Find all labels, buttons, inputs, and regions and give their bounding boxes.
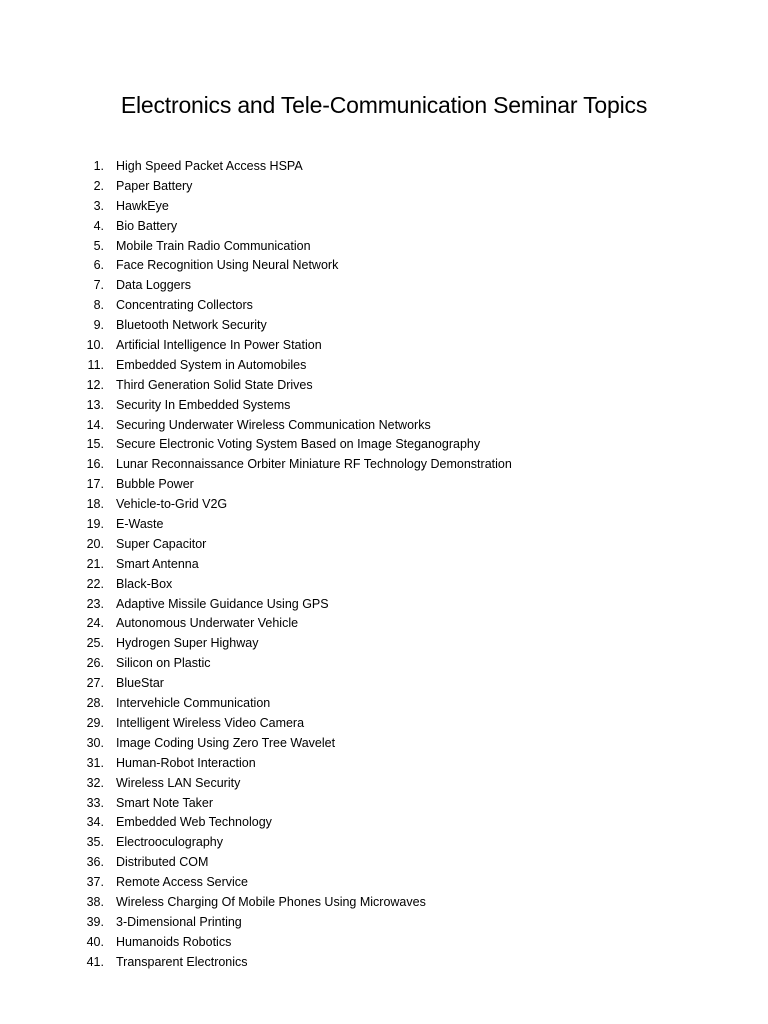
list-item-number: 41. xyxy=(86,954,104,969)
list-item-number: 9. xyxy=(93,318,104,333)
list-item-text: Secure Electronic Voting System Based on Image Steganography xyxy=(116,437,481,452)
list-item-number: 12. xyxy=(86,377,104,392)
list-item-number: 36. xyxy=(86,855,104,870)
list-item-text: Silicon on Plastic xyxy=(116,656,211,671)
list-item-number: 23. xyxy=(86,596,104,611)
list-item-text: Black-Box xyxy=(116,576,173,591)
list-item-text: Data Loggers xyxy=(116,278,192,293)
list-item-text: High Speed Packet Access HSPA xyxy=(116,159,303,173)
list-item-number: 38. xyxy=(86,894,104,909)
list-item-number: 34. xyxy=(86,815,104,830)
list-item-text: Bubble Power xyxy=(116,477,194,492)
list-item-number: 10. xyxy=(86,338,104,353)
list-item-text: Wireless Charging Of Mobile Phones Using Microwaves xyxy=(116,894,426,909)
list-item-text: Face Recognition Using Neural Network xyxy=(116,258,339,273)
list-item-number: 29. xyxy=(86,715,104,730)
list-item-number: 18. xyxy=(86,497,104,512)
list-item-number: 40. xyxy=(86,934,104,949)
list-item-number: 8. xyxy=(93,298,104,313)
list-item-number: 22. xyxy=(86,576,104,591)
list-item-text: HawkEye xyxy=(116,198,169,213)
list-item-number: 39. xyxy=(86,914,104,929)
list-item-number: 32. xyxy=(86,775,104,790)
list-item-number: 14. xyxy=(86,417,104,432)
list-item-number: 25. xyxy=(86,636,104,651)
list-item-text: Embedded System in Automobiles xyxy=(116,357,307,372)
list-item-text: Remote Access Service xyxy=(116,875,248,890)
list-item-text: Vehicle-to-Grid V2G xyxy=(116,497,228,512)
list-item-text: Artificial Intelligence In Power Station xyxy=(116,338,322,353)
list-item-number: 15. xyxy=(86,437,104,452)
list-item-number: 1. xyxy=(93,159,104,173)
list-item-text: Super Capacitor xyxy=(116,536,207,551)
list-item-text: Distributed COM xyxy=(116,855,209,870)
list-item-number: 35. xyxy=(86,835,104,850)
list-item-number: 5. xyxy=(93,238,104,253)
list-item-number: 6. xyxy=(93,258,104,273)
list-item-text: Bluetooth Network Security xyxy=(116,318,267,333)
list-item-text: Intervehicle Communication xyxy=(116,696,271,711)
list-item-text: Humanoids Robotics xyxy=(116,934,232,949)
list-item-text: Electrooculography xyxy=(116,835,224,850)
page-title: Electronics and Tele-Communication Seminar Topics xyxy=(120,92,648,118)
list-item-number: 16. xyxy=(86,457,104,472)
list-item-number: 33. xyxy=(86,795,104,810)
list-item-text: Human-Robot Interaction xyxy=(116,755,256,770)
list-item-text: Securing Underwater Wireless Communication Networks xyxy=(116,417,431,432)
list-item-text: Image Coding Using Zero Tree Wavelet xyxy=(116,735,336,750)
list-item-number: 7. xyxy=(93,278,104,293)
list-item-text: Wireless LAN Security xyxy=(116,775,241,790)
list-item-text: Adaptive Missile Guidance Using GPS xyxy=(116,596,329,611)
list-item-number: 28. xyxy=(86,696,104,711)
list-item-text: E-Waste xyxy=(116,517,164,532)
list-item-text: Hydrogen Super Highway xyxy=(116,636,259,651)
list-item-text: Autonomous Underwater Vehicle xyxy=(116,616,299,631)
list-item-text: Bio Battery xyxy=(116,218,178,233)
list-item-text: Embedded Web Technology xyxy=(116,815,272,830)
list-item-text: 3-Dimensional Printing xyxy=(116,914,242,929)
list-item-number: 3. xyxy=(93,198,104,213)
list-item-text: Security In Embedded Systems xyxy=(116,397,291,412)
list-item-number: 27. xyxy=(86,676,104,691)
list-item-text: Third Generation Solid State Drives xyxy=(116,377,313,392)
list-item-text: Smart Note Taker xyxy=(116,795,214,810)
list-item-text: Concentrating Collectors xyxy=(116,298,253,313)
list-item-number: 26. xyxy=(86,656,104,671)
list-item-text: Mobile Train Radio Communication xyxy=(116,238,311,253)
list-item-number: 37. xyxy=(86,875,104,890)
list-item-number: 17. xyxy=(86,477,104,492)
list-item-number: 30. xyxy=(86,735,104,750)
list-item-text: Intelligent Wireless Video Camera xyxy=(116,715,305,730)
list-item-number: 21. xyxy=(86,556,104,571)
list-item-text: Paper Battery xyxy=(116,178,193,193)
list-item-number: 19. xyxy=(86,517,104,532)
list-item-number: 2. xyxy=(93,178,104,193)
list-item-number: 20. xyxy=(86,536,104,551)
list-item-text: BlueStar xyxy=(116,676,164,691)
list-item-number: 13. xyxy=(86,397,104,412)
list-item-text: Smart Antenna xyxy=(116,556,199,571)
list-item-text: Lunar Reconnaissance Orbiter Miniature RF Technology Demonstration xyxy=(116,457,512,472)
list-item-number: 24. xyxy=(86,616,104,631)
list-item-number: 4. xyxy=(93,218,104,233)
list-item-text: Transparent Electronics xyxy=(116,954,248,969)
list-item-number: 31. xyxy=(86,755,104,770)
list-item-number: 11. xyxy=(87,357,104,372)
